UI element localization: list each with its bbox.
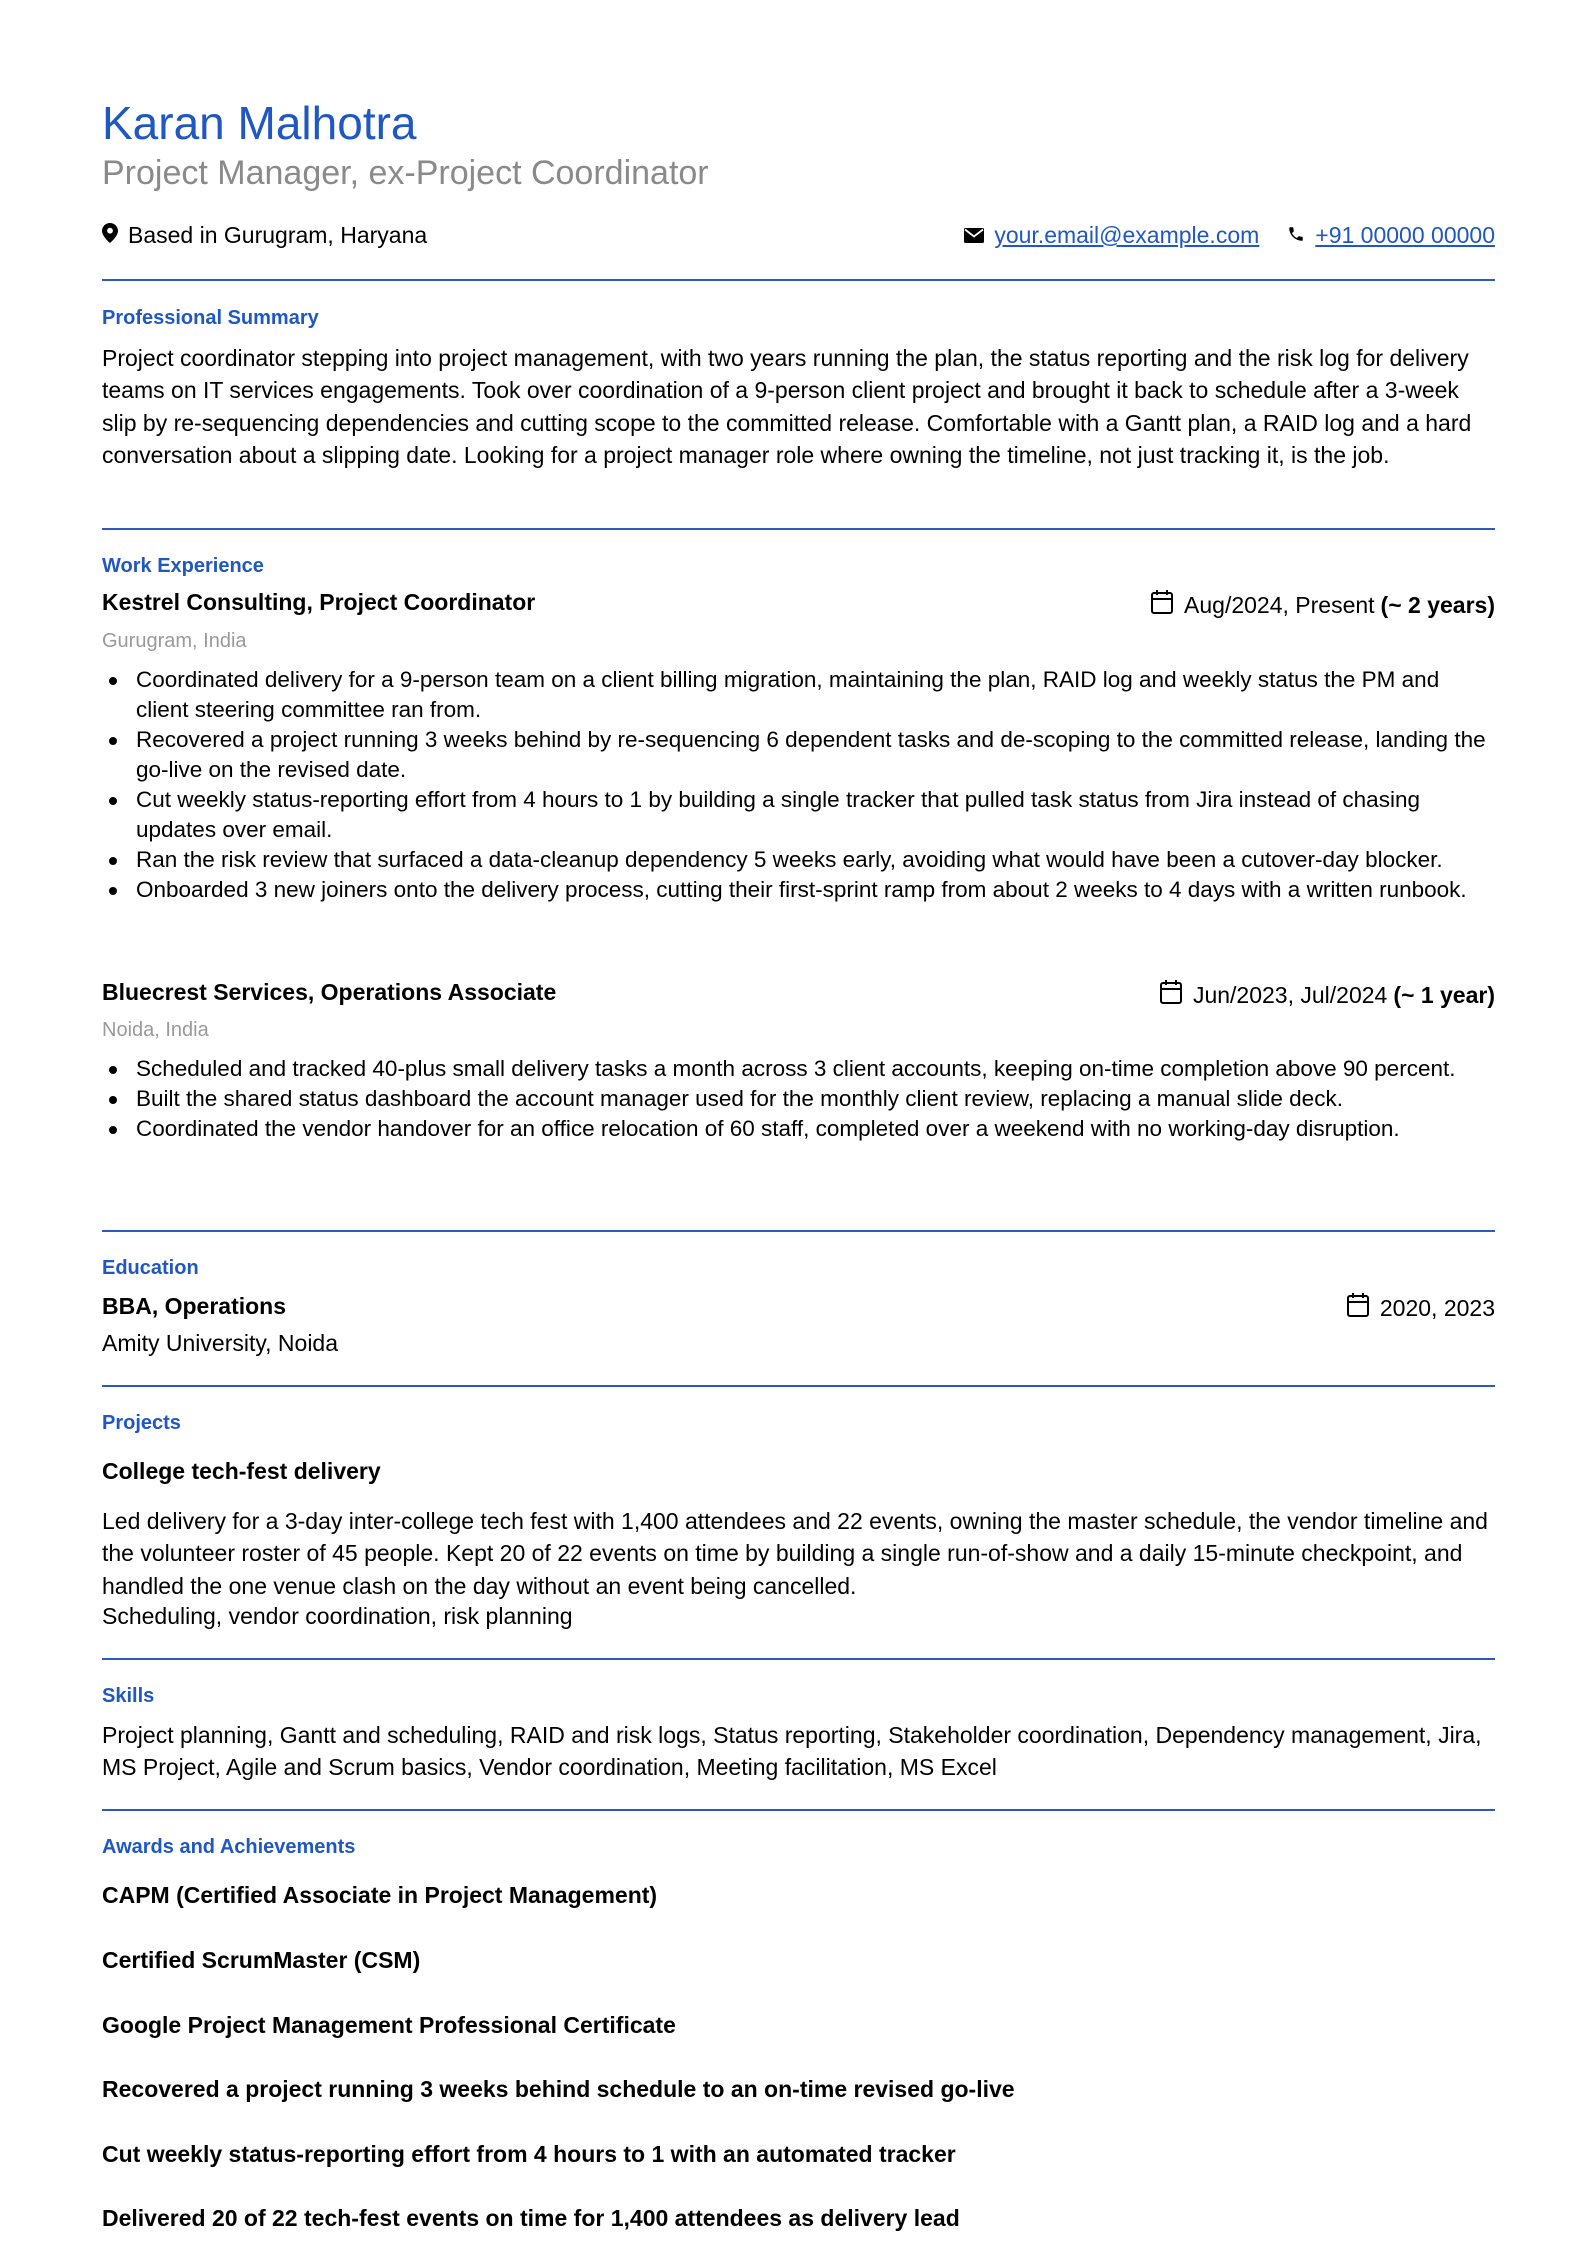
job-bullets: [102, 1054, 1495, 1144]
divider: [102, 1809, 1495, 1811]
contact-row: [102, 222, 1495, 254]
job-dates: [1159, 979, 1495, 1011]
list-item: Cut weekly status-reporting effort from 4 hours to 1 by building a single tracker that pulled task status from Jira instead of chasing updates over email.: [102, 785, 1495, 845]
candidate-name: Karan Malhotra: [102, 97, 417, 149]
divider: [102, 1658, 1495, 1660]
project-skills: Scheduling, vendor coordination, risk planning: [102, 1603, 573, 1629]
school: Amity University, Noida: [102, 1330, 339, 1356]
company-name: Bluecrest Services: [102, 979, 308, 1005]
education-dates: [1346, 1292, 1495, 1324]
job-location: Noida, India: [102, 1019, 209, 1041]
project-description: Led delivery for a 3-day inter-college tech fest with 1,400 attendees and 22 events, owning the master schedule, the vendor timeline and the volunteer roster of 45 people. Kept 20 of 22 events on time by building a single run-of-show and a daily 15-minute checkpoint, and handled the one venue clash on the day without an event being cancelled.: [102, 1508, 1488, 1599]
list-item: Scheduled and tracked 40-plus small delivery tasks a month across 3 client accounts, keeping on-time completion above 90 percent.: [102, 1054, 1495, 1084]
phone-link[interactable]: +91 00000 00000: [1315, 222, 1495, 248]
divider: [102, 1230, 1495, 1232]
divider: [102, 1385, 1495, 1387]
awards-heading: Awards and Achievements: [102, 1836, 356, 1858]
summary-heading: Professional Summary: [102, 307, 319, 329]
location: [102, 222, 427, 249]
date-range: Jun/2023, Jul/2024: [1192, 981, 1388, 1008]
list-item: Onboarded 3 new joiners onto the delivery process, cutting their first-sprint ramp from about 2 weeks to 4 days with a written runbook.: [102, 875, 1495, 905]
duration: (~ 1 year): [1393, 981, 1495, 1008]
job-header: [102, 589, 1495, 621]
date-range: 2020, 2023: [1379, 1294, 1495, 1321]
award-item: Certified ScrumMaster (CSM): [102, 1947, 421, 1973]
skills-text: Project planning, Gantt and scheduling, RAID and risk logs, Status reporting, Stakeholder coordination, Dependency management, Jira, MS Project, Agile and Scrum basics, Vendor coordination, Meeting facilitation, MS Excel: [102, 1722, 1482, 1781]
award-item: Recovered a project running 3 weeks behind schedule to an on-time revised go-live: [102, 2076, 1015, 2102]
role-name: Operations Associate: [320, 979, 557, 1005]
job-title: Kestrel Consulting, Project Coordinator: [102, 589, 536, 615]
role-name: Project Coordinator: [319, 589, 536, 615]
phone-icon: [1287, 222, 1305, 249]
job-header: [102, 979, 1495, 1011]
envelope-icon: [964, 222, 984, 249]
company-name: Kestrel Consulting: [102, 589, 307, 615]
job-location: Gurugram, India: [102, 630, 247, 652]
divider: [102, 528, 1495, 530]
divider: [102, 279, 1495, 281]
calendar-icon: [1346, 1292, 1370, 1324]
skills-heading: Skills: [102, 1685, 155, 1707]
list-item: Ran the risk review that surfaced a data-cleanup dependency 5 weeks early, avoiding what would have been a cutover-day blocker.: [102, 845, 1495, 875]
award-item: Cut weekly status-reporting effort from 4 hours to 1 with an automated tracker: [102, 2141, 956, 2167]
job-title: Bluecrest Services, Operations Associate: [102, 979, 557, 1005]
map-pin-icon: [102, 222, 118, 249]
date-range: Aug/2024, Present: [1184, 591, 1375, 618]
degree: BBA, Operations: [102, 1293, 287, 1319]
calendar-icon: [1150, 589, 1174, 621]
project-name: College tech-fest delivery: [102, 1458, 381, 1484]
list-item: Recovered a project running 3 weeks behind by re-sequencing 6 dependent tasks and de-scoping to the committed release, landing the go-live on the revised date.: [102, 725, 1495, 785]
location-text: Based in Gurugram, Haryana: [128, 222, 428, 248]
duration: (~ 2 years): [1380, 591, 1495, 618]
summary-text: Project coordinator stepping into project management, with two years running the plan, the status reporting and the risk log for delivery teams on IT services engagements. Took over coordination of a 9-person client project and brought it back to schedule after a 3-week slip by re-sequencing dependencies and cutting scope to the committed release. Comfortable with a Gantt plan, a RAID log and a hard conversation about a slipping date. Looking for a project manager role where owning the timeline, not just tracking it, is the job.: [102, 345, 1472, 469]
award-item: Delivered 20 of 22 tech-fest events on time for 1,400 attendees as delivery lead: [102, 2205, 960, 2231]
list-item: Built the shared status dashboard the account manager used for the monthly client review, replacing a manual slide deck.: [102, 1084, 1495, 1114]
list-item: Coordinated delivery for a 9-person team on a client billing migration, maintaining the plan, RAID log and weekly status the PM and client steering committee ran from.: [102, 665, 1495, 725]
contact-links: [964, 222, 1495, 249]
calendar-icon: [1159, 979, 1183, 1011]
job-dates: [1150, 589, 1495, 621]
email-link[interactable]: your.email@example.com: [994, 222, 1260, 248]
award-item: CAPM (Certified Associate in Project Management): [102, 1882, 658, 1908]
list-item: Coordinated the vendor handover for an office relocation of 60 staff, completed over a weekend with no working-day disruption.: [102, 1114, 1495, 1144]
job-bullets: [102, 665, 1495, 905]
award-item: Google Project Management Professional Certificate: [102, 2012, 676, 2038]
experience-heading: Work Experience: [102, 555, 264, 577]
education-heading: Education: [102, 1257, 199, 1279]
projects-heading: Projects: [102, 1412, 181, 1434]
candidate-headline: Project Manager, ex-Project Coordinator: [102, 154, 709, 192]
